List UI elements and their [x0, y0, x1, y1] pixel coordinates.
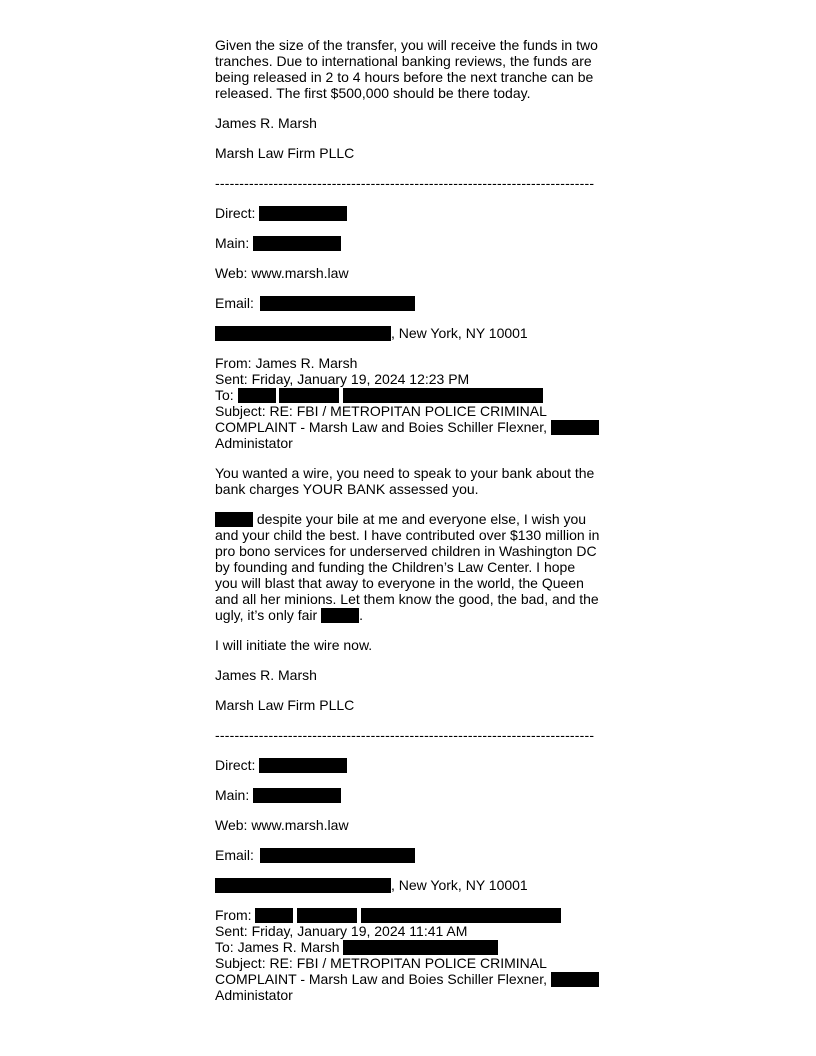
- subject-text: COMPLAINT - Marsh Law and Boies Schiller Flexner,: [215, 971, 547, 987]
- signature-main: [215, 235, 341, 251]
- redaction-box: [551, 972, 599, 987]
- body-line: released. The first $500,000 should be there today.: [215, 85, 531, 101]
- redaction-box: [215, 512, 253, 527]
- to-text: To: James R. Marsh: [215, 939, 340, 955]
- signature-email: [215, 295, 415, 311]
- body-text: ugly, it’s only fair: [215, 607, 322, 623]
- signature-direct: [215, 757, 347, 773]
- signature-direct: [215, 205, 347, 221]
- direct-label: Direct:: [215, 757, 256, 773]
- header-subject: Subject: RE: FBI / METROPITAN POLICE CRIMINAL: [215, 955, 547, 971]
- signature-separator: ------------------------------------------------------------------------------: [215, 727, 595, 743]
- from-label: From:: [215, 907, 252, 923]
- redaction-box: [253, 788, 341, 803]
- subject-text: COMPLAINT - Marsh Law and Boies Schiller Flexner,: [215, 419, 547, 435]
- main-label: Main:: [215, 235, 250, 251]
- header-to: [215, 387, 543, 403]
- email-label: Email:: [215, 295, 254, 311]
- signature-name: James R. Marsh: [215, 115, 317, 131]
- header-sent: Sent: Friday, January 19, 2024 11:41 AM: [215, 923, 468, 939]
- email-label: Email:: [215, 847, 254, 863]
- redaction-box: [238, 388, 276, 403]
- body-line: bank charges YOUR BANK assessed you.: [215, 481, 479, 497]
- redaction-box: [253, 236, 341, 251]
- redaction-box: [260, 848, 415, 863]
- direct-label: Direct:: [215, 205, 256, 221]
- body-line: you will blast that away to everyone in the world, the Queen: [215, 575, 584, 591]
- body-line: Given the size of the transfer, you will receive the funds in two: [215, 37, 598, 53]
- signature-firm: Marsh Law Firm PLLC: [215, 697, 355, 713]
- signature-email: [215, 847, 415, 863]
- body-line: I will initiate the wire now.: [215, 637, 373, 653]
- header-subject: Subject: RE: FBI / METROPITAN POLICE CRIMINAL: [215, 403, 547, 419]
- redaction-box: [259, 206, 347, 221]
- redaction-box: [343, 940, 498, 955]
- address-suffix: , New York, NY 10001: [391, 877, 528, 893]
- redaction-box: [279, 388, 339, 403]
- to-label: To:: [215, 387, 234, 403]
- address-suffix: , New York, NY 10001: [391, 325, 528, 341]
- redaction-box: [260, 296, 415, 311]
- body-line: pro bono services for underserved children in Washington DC: [215, 543, 597, 559]
- body-text: despite your bile at me and everyone else, I wish you: [253, 511, 587, 527]
- redaction-box: [215, 878, 391, 893]
- body-line: [215, 607, 363, 623]
- header-subject: [215, 419, 599, 435]
- header-subject: [215, 971, 599, 987]
- redaction-box: [343, 388, 543, 403]
- signature-address: [215, 877, 528, 893]
- header-from: [215, 907, 561, 923]
- body-text: .: [359, 607, 363, 623]
- header-sent: Sent: Friday, January 19, 2024 12:23 PM: [215, 371, 470, 387]
- header-to: [215, 939, 498, 955]
- main-label: Main:: [215, 787, 250, 803]
- redaction-box: [215, 326, 391, 341]
- redaction-box: [255, 908, 293, 923]
- body-line: tranches. Due to international banking reviews, the funds are: [215, 53, 592, 69]
- header-subject: Administator: [215, 435, 293, 451]
- signature-address: [215, 325, 528, 341]
- header-from: From: James R. Marsh: [215, 355, 358, 371]
- body-line: by founding and funding the Children’s Law Center. I hope: [215, 559, 576, 575]
- body-line: You wanted a wire, you need to speak to your bank about the: [215, 465, 595, 481]
- redaction-box: [551, 420, 599, 435]
- body-line: [215, 511, 586, 527]
- redaction-box: [361, 908, 561, 923]
- signature-separator: ------------------------------------------------------------------------------: [215, 175, 595, 191]
- body-line: being released in 2 to 4 hours before the next tranche can be: [215, 69, 594, 85]
- body-line: and your child the best. I have contributed over $130 million in: [215, 527, 600, 543]
- redaction-box: [297, 908, 357, 923]
- redaction-box: [321, 608, 359, 623]
- signature-web: Web: www.marsh.law: [215, 817, 349, 833]
- body-line: and all her minions. Let them know the good, the bad, and the: [215, 591, 599, 607]
- signature-main: [215, 787, 341, 803]
- header-subject: Administator: [215, 987, 293, 1003]
- signature-firm: Marsh Law Firm PLLC: [215, 145, 355, 161]
- signature-web: Web: www.marsh.law: [215, 265, 349, 281]
- redaction-box: [259, 758, 347, 773]
- signature-name: James R. Marsh: [215, 667, 317, 683]
